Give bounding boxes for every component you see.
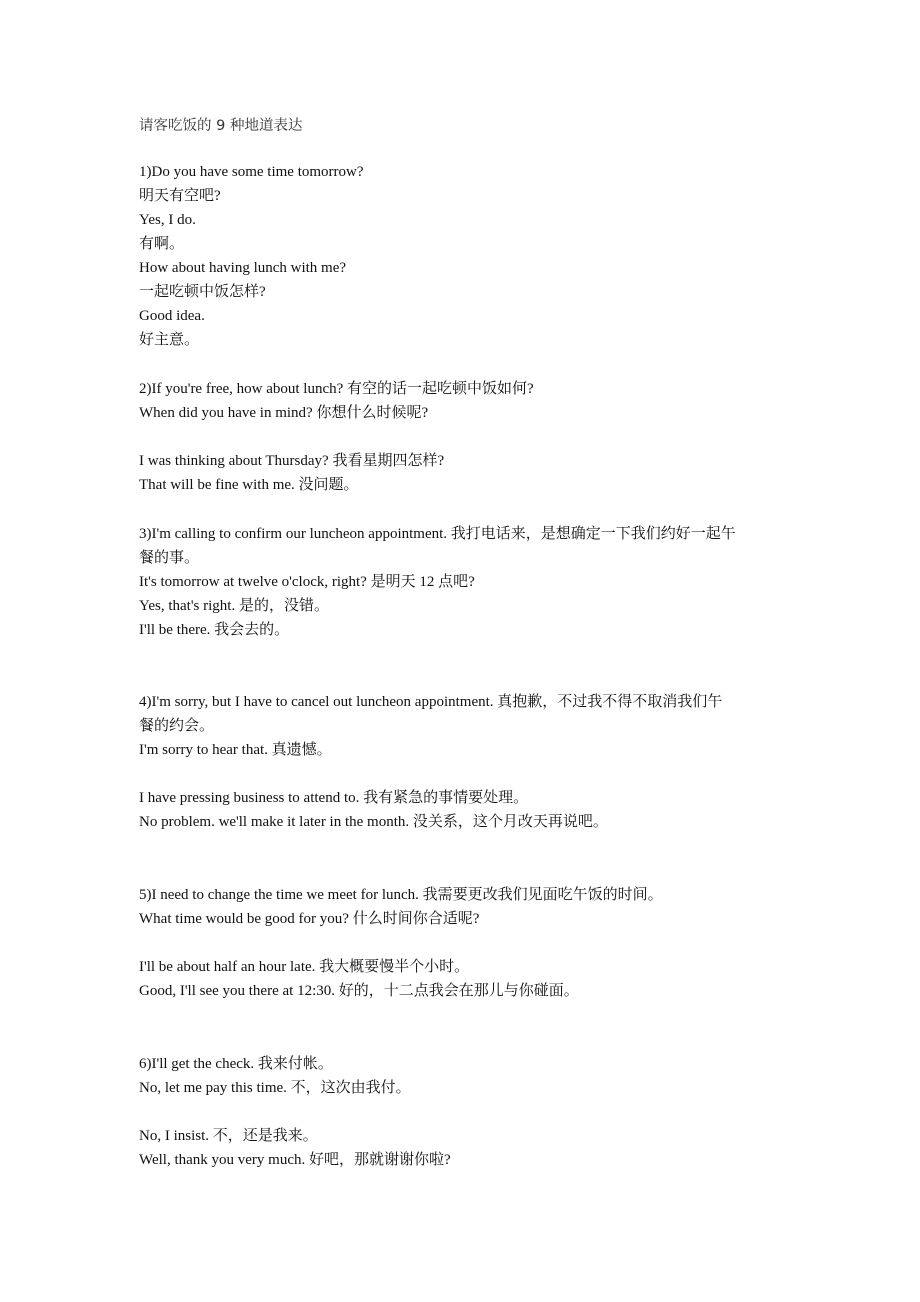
section-2-line-2: When did you have in mind? 你想什么时候呢? <box>139 405 429 421</box>
section-2-line-1: 2)If you're free, how about lunch? 有空的话一起吃顿中饭如何? <box>139 381 534 397</box>
section-3-line-4: Yes, that's right. 是的，没错。 <box>139 598 329 614</box>
section-3-line-5: I'll be there. 我会去的。 <box>139 622 290 638</box>
section-1-line-6: 一起吃顿中饭怎样? <box>139 284 266 300</box>
section-4-line-3: I'm sorry to hear that. 真遗憾。 <box>139 742 332 758</box>
section-4-line-5: No problem. we'll make it later in the month. 没关系，这个月改天再说吧。 <box>139 814 608 830</box>
section-1-line-1: 1)Do you have some time tomorrow? <box>139 164 364 180</box>
section-2-line-3: I was thinking about Thursday? 我看星期四怎样? <box>139 453 445 469</box>
section-5-line-3: I'll be about half an hour late. 我大概要慢半个小时。 <box>139 959 470 975</box>
section-6-line-2: No, let me pay this time. 不，这次由我付。 <box>139 1080 411 1096</box>
section-4-line-4: I have pressing business to attend to. 我有紧急的事情要处理。 <box>139 790 529 806</box>
section-1-line-8: 好主意。 <box>139 332 200 348</box>
section-1-line-4: 有啊。 <box>139 236 185 252</box>
section-3-line-1: 3)I'm calling to confirm our luncheon appointment. 我打电话来，是想确定一下我们约好一起午 <box>139 526 736 542</box>
section-4-line-1: 4)I'm sorry, but I have to cancel out luncheon appointment. 真抱歉，不过我不得不取消我们午 <box>139 694 723 710</box>
section-1-line-5: How about having lunch with me? <box>139 260 347 276</box>
section-5-line-4: Good, I'll see you there at 12:30. 好的，十二点我会在那儿与你碰面。 <box>139 983 579 999</box>
section-6-line-4: Well, thank you very much. 好吧，那就谢谢你啦? <box>139 1152 451 1168</box>
section-1-line-7: Good idea. <box>139 308 205 324</box>
section-1-line-2: 明天有空吧? <box>139 188 221 204</box>
section-6-line-3: No, I insist. 不，还是我来。 <box>139 1128 318 1144</box>
section-1-line-3: Yes, I do. <box>139 212 196 228</box>
section-4-line-2: 餐的约会。 <box>139 718 215 734</box>
document-title: 请客吃饭的 9 种地道表达 <box>139 118 303 134</box>
section-3-line-3: It's tomorrow at twelve o'clock, right? 是明天 12 点吧? <box>139 574 475 590</box>
section-5-line-1: 5)I need to change the time we meet for lunch. 我需要更改我们见面吃午饭的时间。 <box>139 887 663 903</box>
section-5-line-2: What time would be good for you? 什么时间你合适呢? <box>139 911 480 927</box>
section-6-line-1: 6)I'll get the check. 我来付帐。 <box>139 1056 333 1072</box>
section-2-line-4: That will be fine with me. 没问题。 <box>139 477 359 493</box>
section-3-line-2: 餐的事。 <box>139 550 200 566</box>
